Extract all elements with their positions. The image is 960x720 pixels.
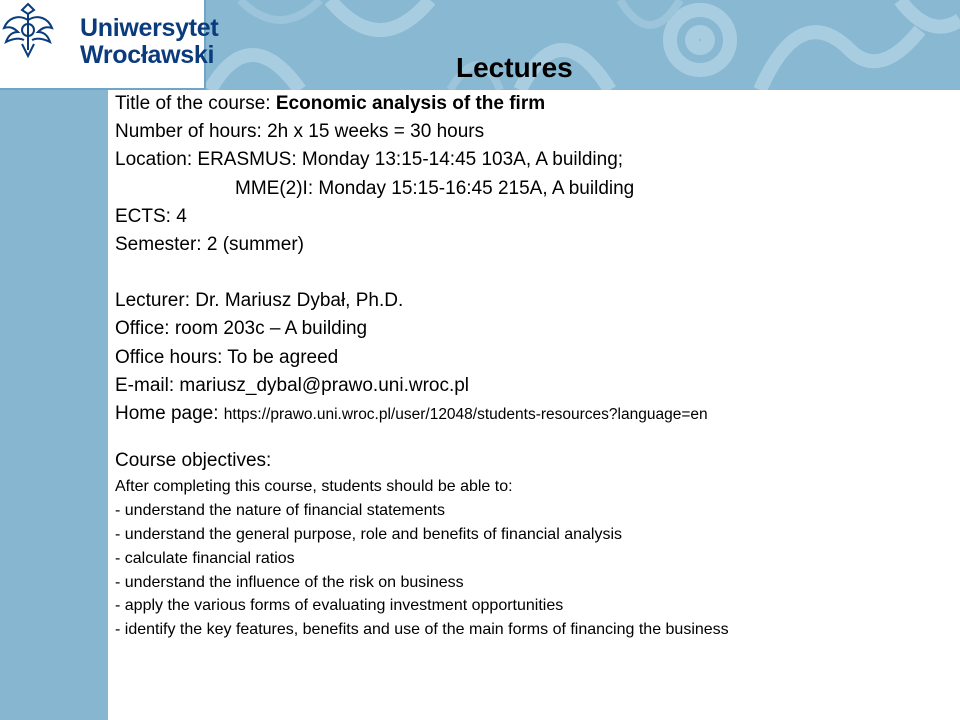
office-hours-line: Office hours: To be agreed — [115, 346, 339, 368]
slide-content — [115, 90, 955, 642]
logo-line-2: Wrocławski — [80, 41, 215, 69]
email-line[interactable]: E-mail: mariusz_dybal@prawo.uni.wroc.pl — [115, 374, 470, 396]
course-title-line — [115, 90, 955, 118]
location-line-1: Location: ERASMUS: Monday 13:15-14:45 103A, A building; — [115, 149, 624, 171]
objectives-heading: Course objectives: — [115, 450, 272, 472]
ects-line: ECTS: 4 — [115, 205, 187, 227]
home-page-line — [115, 400, 955, 429]
course-title-label: Title of the course: — [115, 93, 276, 114]
objective-item: - apply the various forms of evaluating investment opportunities — [115, 597, 564, 615]
semester-line: Semester: 2 (summer) — [115, 234, 304, 256]
objective-item: - calculate financial ratios — [115, 549, 295, 567]
objective-item: - understand the general purpose, role and benefits of financial analysis — [115, 526, 622, 544]
university-name — [80, 15, 218, 69]
hours-line: Number of hours: 2h x 15 weeks = 30 hours — [115, 121, 485, 143]
objective-item: - identify the key features, benefits and use of the main forms of financing the business — [115, 621, 729, 639]
university-eagle-seal-icon — [0, 0, 56, 60]
university-logo[interactable] — [0, 0, 219, 90]
logo-line-1: Uniwersytet — [80, 14, 219, 42]
objectives-intro: After completing this course, students should be able to: — [115, 478, 513, 496]
home-page-link[interactable]: https://prawo.uni.wroc.pl/user/12048/students-resources?language=en — [223, 406, 708, 424]
course-title-value: Economic analysis of the firm — [275, 93, 546, 114]
office-line: Office: room 203c – A building — [115, 318, 368, 340]
location-line-2: MME(2)I: Monday 15:15-16:45 215A, A building — [235, 177, 635, 199]
lecturer-line: Lecturer: Dr. Mariusz Dybał, Ph.D. — [115, 290, 404, 312]
home-page-label: Home page: — [115, 403, 224, 425]
objective-item: - understand the nature of financial statements — [115, 502, 445, 520]
objective-item: - understand the influence of the risk on business — [115, 573, 464, 591]
slide-title: Lectures — [456, 52, 573, 83]
left-sidebar-band — [0, 90, 108, 720]
